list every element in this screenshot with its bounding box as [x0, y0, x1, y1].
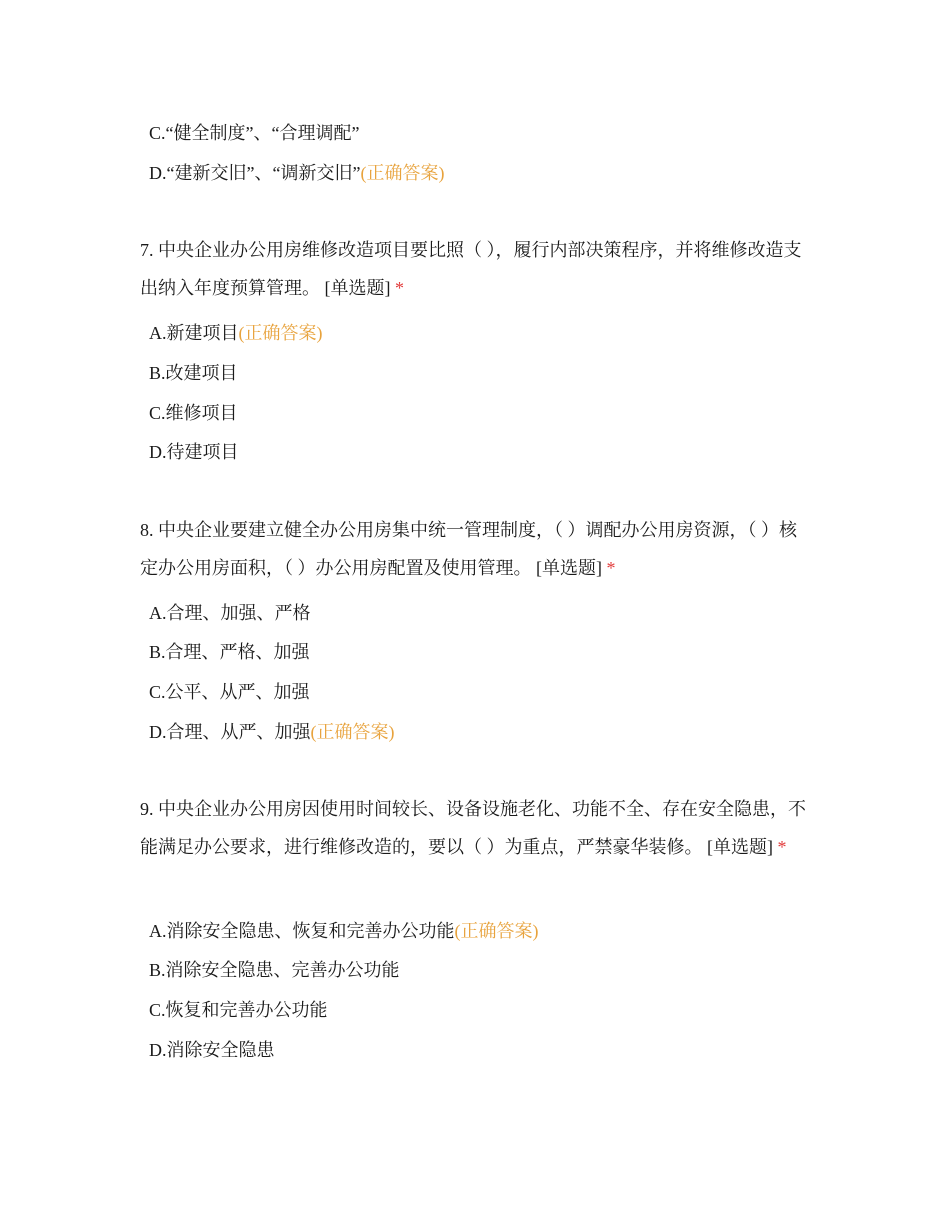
question-8: [140, 511, 810, 587]
correct-answer-label: (正确答案): [310, 722, 395, 742]
option-text: A.新建项目: [149, 323, 239, 343]
option-row: [149, 640, 310, 664]
option-text: D.待建项目: [149, 442, 239, 462]
question-body: 中央企业办公用房因使用时间较长、设备设施老化、功能不全、存在安全隐患，不能满足办公要求，进行维修改造的，要以（ ）为重点，严禁豪华装修。: [140, 799, 806, 857]
option-row: [149, 919, 539, 943]
option-row: [149, 680, 310, 704]
question-number: 9.: [140, 799, 154, 819]
option-text: B.消除安全隐患、完善办公功能: [149, 960, 400, 980]
required-mark: *: [777, 837, 787, 857]
option-row: [149, 601, 311, 625]
correct-answer-label: (正确答案): [360, 163, 445, 183]
question-type: [单选题]: [536, 558, 602, 578]
question-type: [单选题]: [707, 837, 773, 857]
option-row: [149, 440, 239, 464]
option-text: C.“健全制度”、“合理调配”: [149, 123, 360, 143]
question-type: [单选题]: [324, 278, 391, 298]
required-mark: *: [606, 558, 616, 578]
correct-answer-label: (正确答案): [454, 921, 539, 941]
option-text: D.消除安全隐患: [149, 1040, 275, 1060]
question-number: 7.: [140, 240, 154, 260]
question-7: [140, 231, 810, 307]
option-row: [149, 998, 328, 1022]
option-row: [149, 1038, 275, 1062]
question-body: 中央企业办公用房维修改造项目要比照（ ），履行内部决策程序，并将维修改造支出纳入年度预算管理。: [140, 240, 802, 298]
option-row: [149, 720, 395, 744]
option-text: D.合理、从严、加强: [149, 722, 311, 742]
option-text: B.合理、严格、加强: [149, 642, 310, 662]
required-mark: *: [395, 278, 404, 298]
question-9: [140, 790, 810, 866]
option-text: C.维修项目: [149, 403, 238, 423]
option-text: C.恢复和完善办公功能: [149, 1000, 328, 1020]
question-text: [140, 511, 810, 587]
question-text: [140, 790, 810, 866]
correct-answer-label: (正确答案): [238, 323, 323, 343]
option-row: [149, 321, 323, 345]
option-text: A.合理、加强、严格: [149, 603, 311, 623]
option-text: B.改建项目: [149, 363, 238, 383]
option-text: A.消除安全隐患、恢复和完善办公功能: [149, 921, 455, 941]
question-text: [140, 231, 810, 307]
option-row: [149, 401, 238, 425]
option-row: [149, 161, 444, 185]
option-row: [149, 121, 359, 145]
option-text: D.“建新交旧”、“调新交旧”: [149, 163, 361, 183]
question-body: 中央企业要建立健全办公用房集中统一管理制度，（ ）调配办公用房资源，（ ）核定办公用房面积，（ ）办公用房配置及使用管理。: [140, 520, 797, 578]
option-row: [149, 361, 238, 385]
option-text: C.公平、从严、加强: [149, 682, 310, 702]
question-number: 8.: [140, 520, 154, 540]
option-row: [149, 958, 400, 982]
